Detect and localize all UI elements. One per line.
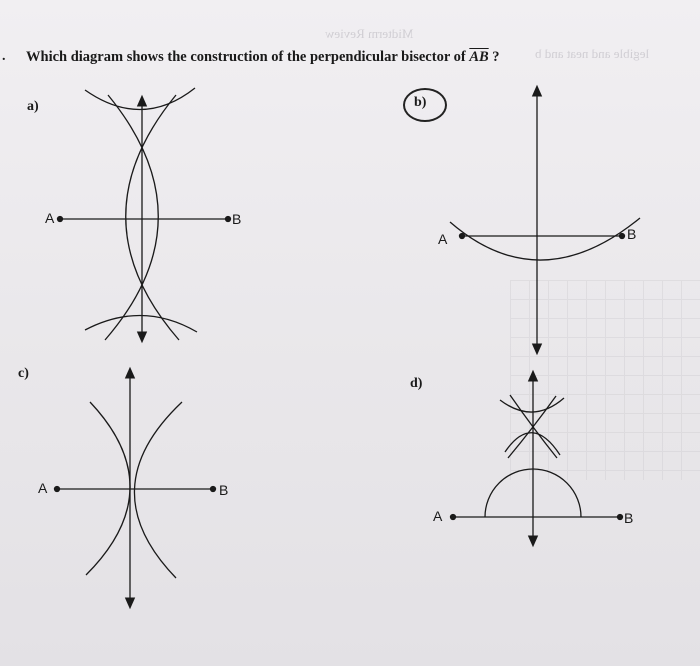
option-b-label: b): [414, 95, 427, 110]
diagram-b-label-b: B: [627, 226, 637, 242]
diagram-a-arc-bottom: [85, 315, 197, 332]
diagram-b: [450, 90, 640, 350]
diagram-b-arc: [450, 218, 640, 260]
diagram-c: [55, 372, 216, 604]
diagram-a-point-a: [58, 217, 63, 222]
diagram-b-label-a: A: [438, 231, 448, 247]
bleed-through-text-right: legible and neat and b: [535, 46, 650, 61]
segment-name: $\overline{AB}$: [469, 49, 489, 65]
diagram-c-point-b: [211, 487, 216, 492]
diagram-b-point-b: [620, 234, 625, 239]
question-prefix: Which diagram shows the construction of the perpendicular bisector of: [26, 49, 470, 65]
diagram-d-label-a: A: [433, 508, 443, 524]
diagram-a: [58, 88, 231, 340]
option-a-label: a): [27, 99, 39, 114]
diagram-d: [451, 375, 623, 542]
question-bullet: .: [2, 49, 6, 64]
diagram-b-point-a: [460, 234, 465, 239]
diagram-d-point-a: [451, 515, 456, 520]
diagram-a-label-b: B: [232, 211, 242, 227]
diagram-d-label-b: B: [624, 510, 634, 526]
diagram-c-label-b: B: [219, 482, 229, 498]
diagram-a-point-b: [226, 217, 231, 222]
option-d-label: d): [410, 376, 423, 391]
diagram-a-arc-top: [85, 88, 195, 110]
bleed-through-text-top: Midterm Review: [325, 26, 414, 41]
diagram-a-label-a: A: [45, 210, 55, 226]
question-suffix: ?: [488, 49, 500, 65]
diagram-d-point-b: [618, 515, 623, 520]
diagram-c-label-a: A: [38, 480, 48, 496]
diagram-d-arc-cross-2: [508, 396, 556, 458]
option-c-label: c): [18, 366, 29, 381]
diagram-c-point-a: [55, 487, 60, 492]
diagram-c-arc-right: [134, 402, 182, 578]
diagram-d-arc-top-upper: [500, 398, 564, 412]
